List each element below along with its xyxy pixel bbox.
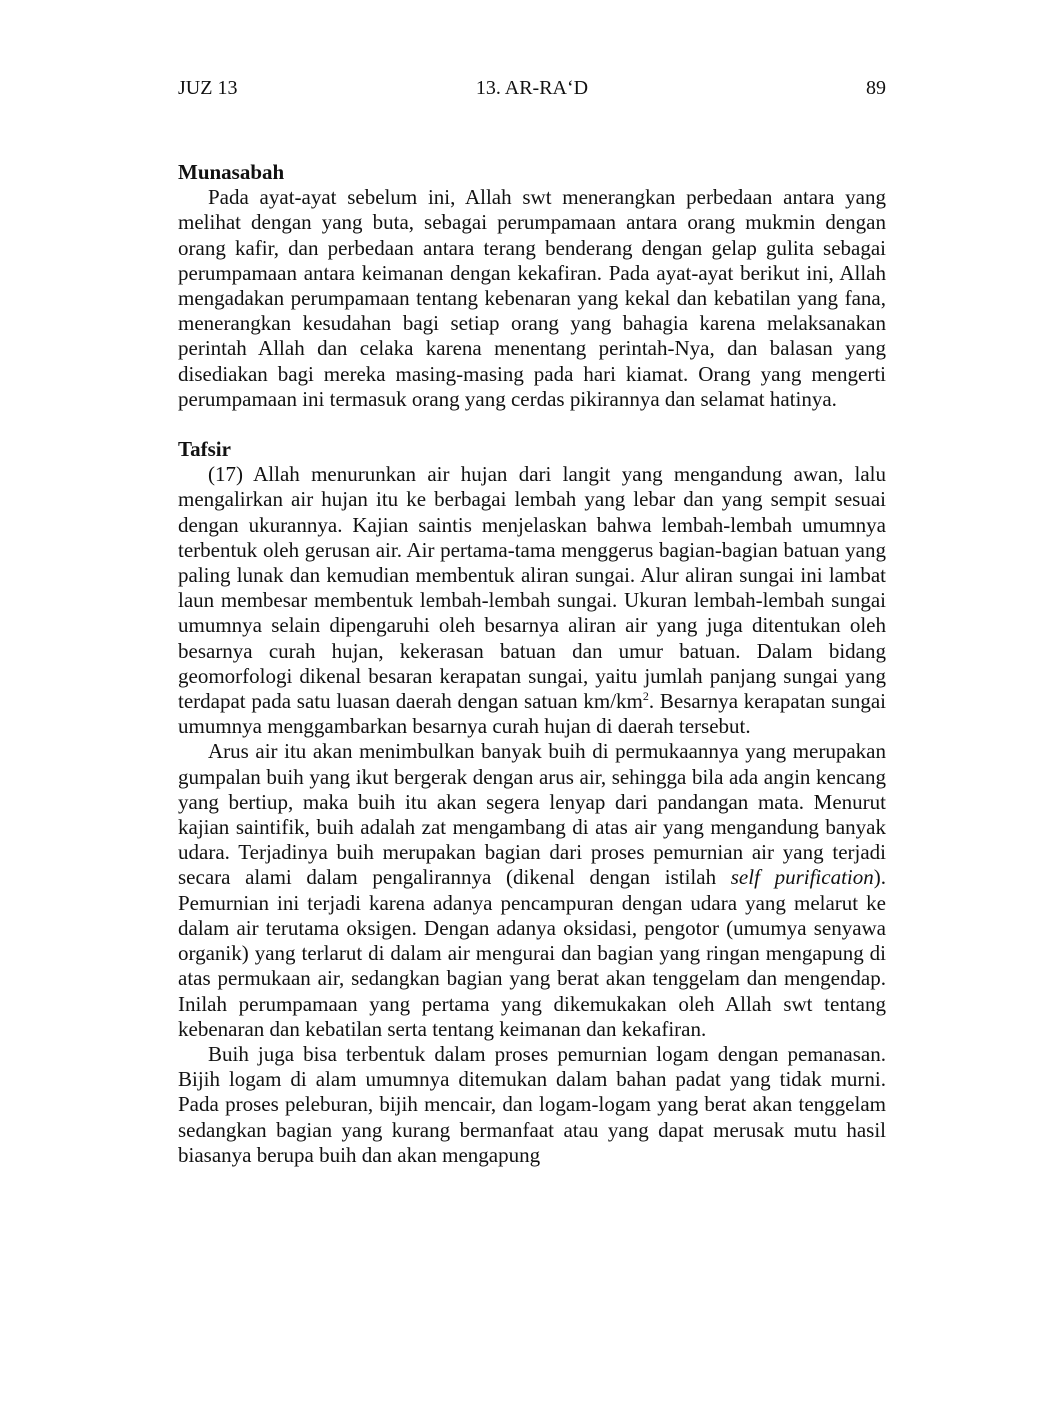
p1-text-a: (17) Allah menurunkan air hujan dari langit yang mengandung awan, lalu mengalirkan air hujan itu ke berbagai lembah yang lebar dan yang sempit sesuai dengan ukurannya. Kajian saintis menjelaskan bahwa lembah-lembah umumnya terbentuk oleh gerusan air. Air pertama-tama menggerus bagian-bagian batuan yang paling lunak dan kemudian membentuk aliran sungai. Alur aliran sungai ini lambat laun membesar membentuk lembah-lembah sungai. Ukuran lembah-lembah sungai umumnya selain dipengaruhi oleh besarnya aliran air yang juga ditentukan oleh besarnya curah hujan, kekerasan batuan dan umur batuan. Dalam bidang geomorfologi dikenal besaran kerapatan sungai, yaitu jumlah panjang sungai yang terdapat pada satu luasan daerah dengan satuan km/km [178, 462, 886, 714]
munasabah-paragraph: Pada ayat-ayat sebelum ini, Allah swt menerangkan perbedaan antara yang melihat dengan yang buta, sebagai perumpamaan antara orang mukmin dengan orang kafir, dan perbedaan antara terang benderang dengan gelap gulita sebagai perumpamaan antara keimanan dengan kekafiran. Pada ayat-ayat berikut ini, Allah mengadakan perumpamaan tentang kebenaran yang kekal dan kebatilan yang fana, menerangkan kesudahan bagi setiap orang yang bahagia karena melaksanakan perintah Allah dan celaka karena menentang perintah-Nya, dan balasan yang disediakan bagi mereka masing-masing pada hari kiamat. Orang yang mengerti perumpamaan ini termasuk orang yang cerdas pikirannya dan selamat hatinya. [178, 185, 886, 411]
page-body [178, 160, 886, 1168]
p1-text-b: . Besarnya kerapatan sungai umumnya menggambarkan besarnya curah hujan di daerah tersebut. [178, 689, 886, 739]
munasabah-section [178, 160, 886, 412]
italic-term: self purification [730, 865, 874, 890]
p2-text-a: Arus air itu akan menimbulkan banyak buih di permukaannya yang merupakan gumpalan buih yang ikut bergerak dengan arus air, sehingga bila ada angin kencang yang bertiup, maka buih itu akan segera lenyap dari pandangan mata. Menurut kajian saintifik, buih adalah zat mengambang di atas air yang mengandung banyak udara. Terjadinya buih merupakan bagian dari proses pemurnian air yang terjadi secara alami dalam pengalirannya (dikenal dengan istilah [178, 739, 886, 890]
p2-text-b: ). Pemurnian ini terjadi karena adanya pencampuran dengan udara yang melarut ke dalam air terutama oksigen. Dengan adanya oksidasi, pengotor (umumya senyawa organik) yang terlarut di dalam air mengurai dan bagian yang ringan mengapung di atas permukaan air, sedangkan bagian yang berat akan tenggelam dan mengendap. Inilah perumpamaan yang pertama yang dikemukakan oleh Allah swt tentang kebenaran dan kebatilan serta tentang keimanan dan kekafiran. [178, 865, 886, 1041]
tafsir-paragraph-2 [178, 739, 886, 1041]
juz-label: JUZ 13 [178, 77, 238, 99]
page-number: 89 [866, 77, 886, 99]
tafsir-heading: Tafsir [178, 437, 231, 462]
tafsir-paragraph-1 [178, 462, 886, 739]
surah-title: 13. AR-RA‘D [475, 77, 589, 99]
munasabah-heading: Munasabah [178, 160, 285, 184]
tafsir-section [178, 437, 886, 1168]
superscript-2: 2 [642, 689, 649, 704]
page-header [178, 76, 886, 100]
tafsir-paragraph-3: Buih juga bisa terbentuk dalam proses pemurnian logam dengan pemanasan. Bijih logam di alam umumnya ditemukan dalam bahan padat yang tidak murni. Pada proses peleburan, bijih mencair, dan logam-logam yang berat akan tenggelam sedangkan bagian yang kurang bermanfaat atau yang dapat merusak mutu hasil biasanya berupa buih dan akan mengapung [178, 1041, 886, 1167]
section-gap [178, 412, 886, 437]
